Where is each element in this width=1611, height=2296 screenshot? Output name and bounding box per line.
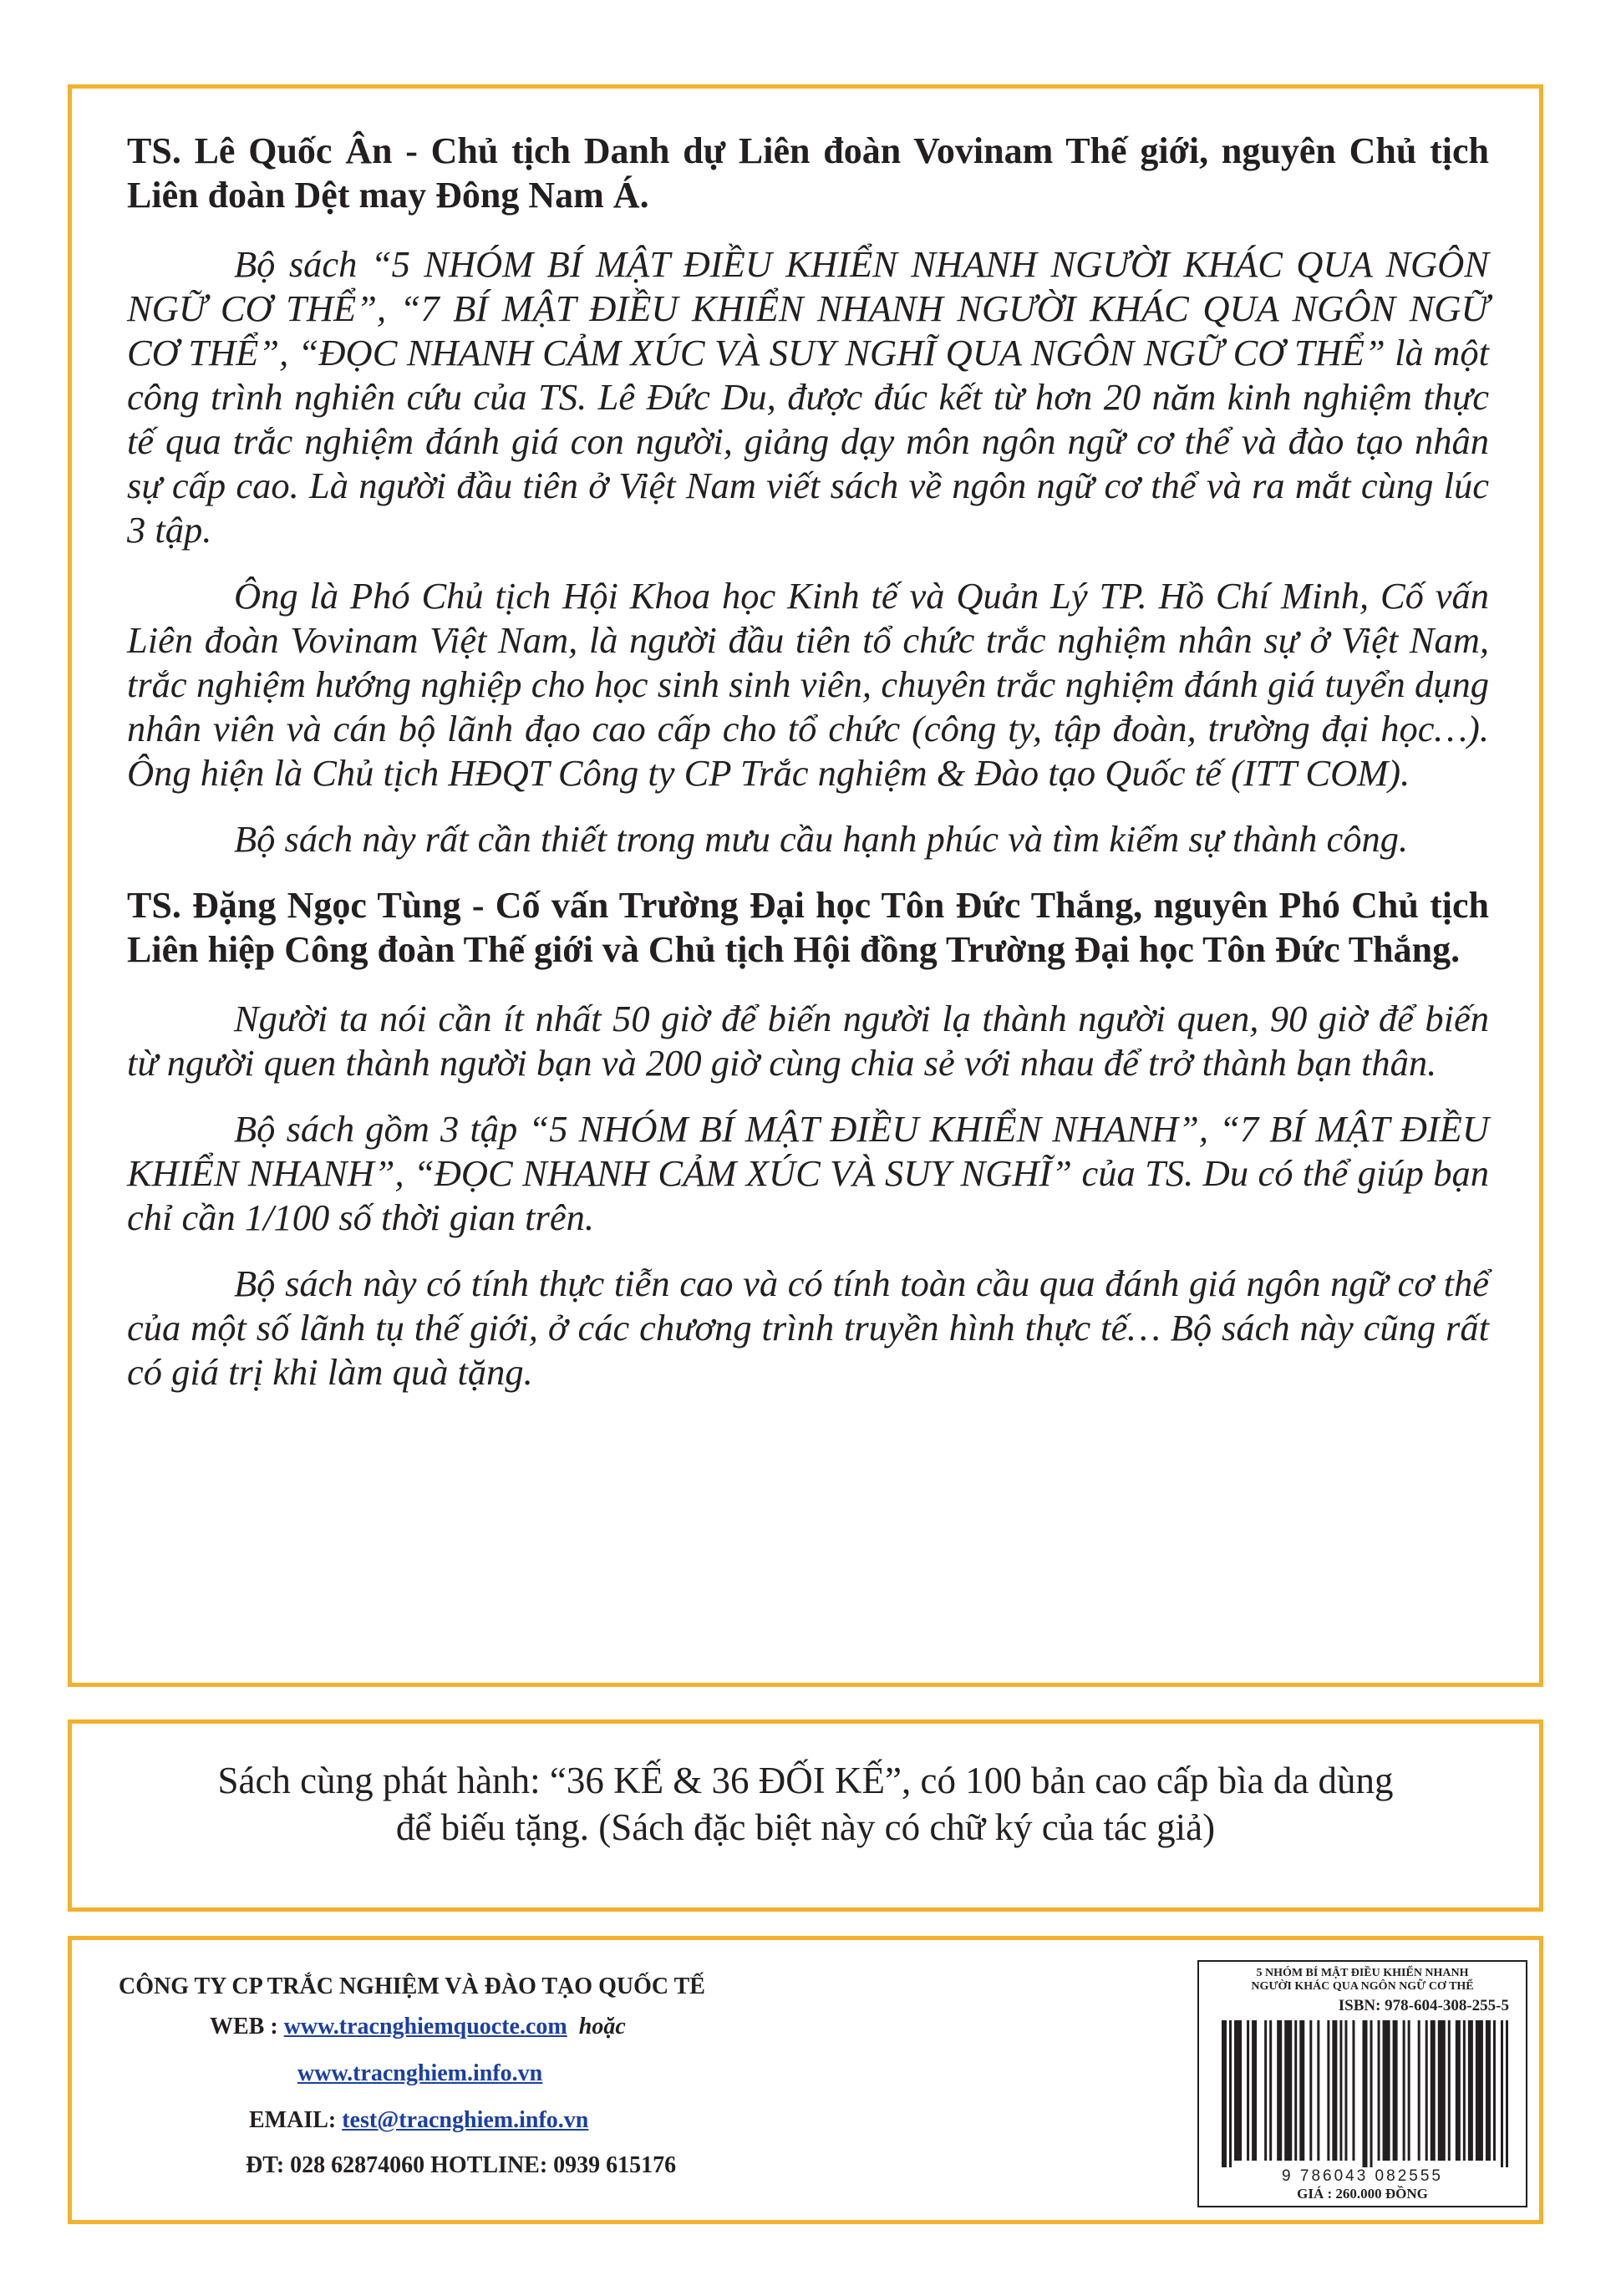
- release-note-line: Sách cùng phát hành: “36 KẾ & 36 ĐỐI KẾ”, có 100 bản cao cấp bìa da dùng: [217, 1760, 1394, 1801]
- endorser-2-paragraph: Người ta nói cần ít nhất 50 giờ để biến người lạ thành người quen, 90 giờ để biến từ người quen thành người bạn và 200 giờ cùng chia sẻ với nhau để trở thành bạn thân.: [127, 998, 1489, 1084]
- endorser-2-heading: TS. Đặng Ngọc Tùng - Cố vấn Trường Đại học Tôn Đức Thắng, nguyên Phó Chủ tịch Liên hiệp Công đoàn Thế giới và Chủ tịch Hội đồng Trường Đại học Tôn Đức Thắng.: [127, 885, 1489, 970]
- email-link[interactable]: test@tracnghiem.info.vn: [342, 2107, 589, 2133]
- web-label: WEB :: [210, 2014, 278, 2039]
- endorser-2-paragraph: Bộ sách gồm 3 tập “5 NHÓM BÍ MẬT ĐIỀU KHIỂN NHANH”, “7 BÍ MẬT ĐIỀU KHIỂN NHANH”, “ĐỌC NHANH CẢM XÚC VÀ SUY NGHĨ” của TS. Du có thể giúp bạn chỉ cần 1/100 số thời gian trên.: [127, 1108, 1489, 1238]
- barcode-bar: [1344, 2020, 1347, 2161]
- barcode-bar: [1229, 2020, 1232, 2167]
- barcode-bar: [1378, 2020, 1380, 2161]
- company-name: CÔNG TY CP TRẮC NGHIỆM VÀ ĐÀO TẠO QUỐC TẾ: [119, 1973, 705, 1999]
- barcode-bar: [1456, 2020, 1461, 2161]
- endorser-2-paragraph: Bộ sách này có tính thực tiễn cao và có tính toàn cầu qua đánh giá ngôn ngữ cơ thể của một số lãnh tụ thế giới, ở các chương trình truyền hình thực tế… Bộ sách này cũng rất có giá trị khi làm quà tặng.: [127, 1262, 1489, 1393]
- barcode-bar: [1383, 2020, 1390, 2161]
- barcode-bar: [1463, 2020, 1466, 2161]
- barcode-bar: [1332, 2020, 1337, 2161]
- barcode-title-line: 5 NHÓM BÍ MẬT ĐIỀU KHIỂN NHANH: [1256, 1967, 1469, 1979]
- barcode-bar: [1486, 2020, 1491, 2161]
- barcode-bar: [1339, 2020, 1342, 2161]
- endorsements-box: [68, 84, 1543, 1687]
- barcode-bar: [1352, 2020, 1354, 2161]
- barcode-bar: [1327, 2020, 1329, 2161]
- barcode-bar: [1393, 2020, 1398, 2161]
- barcode-bar: [1309, 2020, 1312, 2161]
- website-link[interactable]: www.tracnghiemquocte.com: [283, 2014, 567, 2039]
- barcode-bar: [1506, 2020, 1508, 2167]
- barcode-bar: [1426, 2020, 1428, 2161]
- barcode-digits: 9 786043 082555: [1282, 2167, 1443, 2185]
- web-line-2: [297, 2060, 542, 2087]
- or-text: hoặc: [578, 2014, 626, 2039]
- barcode-bar: [1438, 2020, 1446, 2161]
- barcode-bar: [1362, 2020, 1367, 2167]
- barcode-bar: [1234, 2020, 1242, 2161]
- release-note-box: [68, 1719, 1543, 1912]
- endorser-1-paragraph: Ông là Phó Chủ tịch Hội Khoa học Kinh tế và Quản Lý TP. Hồ Chí Minh, Cố vấn Liên đoàn Vovinam Việt Nam, là người đầu tiên tổ chức trắc nghiệm nhân sự ở Việt Nam, trắc nghiệm hướng nghiệp cho học sinh sinh viên, chuyên trắc nghiệm đánh giá tuyển dụng nhân viên và cán bộ lãnh đạo cao cấp cho tổ chức (công ty, tập đoàn, trường đại học…). Ông hiện là Chủ tịch HĐQT Công ty CP Trắc nghiệm & Đào tạo Quốc tế (ITT COM).: [127, 575, 1489, 794]
- endorser-1-heading: TS. Lê Quốc Ân - Chủ tịch Danh dự Liên đoàn Vovinam Thế giới, nguyên Chủ tịch Liên đoàn Dệt may Đông Nam Á.: [127, 130, 1489, 216]
- release-note-line: để biếu tặng. (Sách đặc biệt này có chữ ký của tác giả): [395, 1806, 1216, 1848]
- phone-line: ĐT: 028 62874060 HOTLINE: 0939 615176: [246, 2152, 677, 2178]
- barcode-bar: [1284, 2020, 1292, 2161]
- barcode-bar: [1269, 2020, 1272, 2161]
- barcode-bar: [1370, 2020, 1373, 2167]
- barcode-bar: [1418, 2020, 1420, 2161]
- endorser-1-paragraph: Bộ sách “5 NHÓM BÍ MẬT ĐIỀU KHIỂN NHANH NGƯỜI KHÁC QUA NGÔN NGỮ CƠ THỂ”, “7 BÍ MẬT ĐIỀU KHIỂN NHANH NGƯỜI KHÁC QUA NGÔN NGỮ CƠ THỂ”, “ĐỌC NHANH CẢM XÚC VÀ SUY NGHĨ QUA NGÔN NGỮ CƠ THỂ” là một công trình nghiên cứu của TS. Lê Đức Du, được đúc kết từ hơn 20 năm kinh nghiệm thực tế qua trắc nghiệm đánh giá con người, giảng dạy môn ngôn ngữ cơ thể và đào tạo nhân sự cấp cao. Là người đầu tiên ở Việt Nam viết sách về ngôn ngữ cơ thể và ra mắt cùng lúc 3 tập.: [127, 243, 1489, 551]
- barcode-bar: [1408, 2020, 1410, 2161]
- barcode-bar: [1299, 2020, 1304, 2161]
- web-line: [210, 2014, 626, 2040]
- isbn-number: ISBN: 978-604-308-255-5: [1338, 1997, 1509, 2014]
- barcode-bar: [1294, 2020, 1297, 2161]
- price-label: GIÁ : 260.000 ĐỒNG: [1297, 2186, 1428, 2202]
- barcode-bar: [1448, 2020, 1451, 2161]
- barcode-bar: [1277, 2020, 1282, 2161]
- email-line: [249, 2107, 588, 2134]
- barcode-bar: [1222, 2020, 1227, 2167]
- barcode-panel: [1197, 1960, 1527, 2207]
- barcode-bar: [1252, 2020, 1257, 2161]
- barcode-bar: [1317, 2020, 1319, 2161]
- barcode-bar: [1431, 2020, 1436, 2161]
- barcode-bar: [1264, 2020, 1267, 2161]
- email-label: EMAIL:: [249, 2107, 337, 2133]
- website-link-2[interactable]: www.tracnghiem.info.vn: [297, 2060, 543, 2086]
- barcode-bar: [1493, 2020, 1496, 2161]
- endorser-1-paragraph: Bộ sách này rất cần thiết trong mưu cầu hạnh phúc và tìm kiếm sự thành công.: [234, 818, 1409, 860]
- release-note: [72, 1757, 1539, 1851]
- barcode-bars: [1222, 2020, 1508, 2167]
- barcode-bar: [1403, 2020, 1405, 2161]
- barcode-bar: [1476, 2020, 1483, 2161]
- barcode-bar: [1468, 2020, 1473, 2161]
- barcode-bar: [1501, 2020, 1503, 2167]
- barcode-title-line: NGƯỜI KHÁC QUA NGÔN NGỮ CƠ THỂ: [1251, 1980, 1474, 1993]
- barcode-bar: [1247, 2020, 1249, 2161]
